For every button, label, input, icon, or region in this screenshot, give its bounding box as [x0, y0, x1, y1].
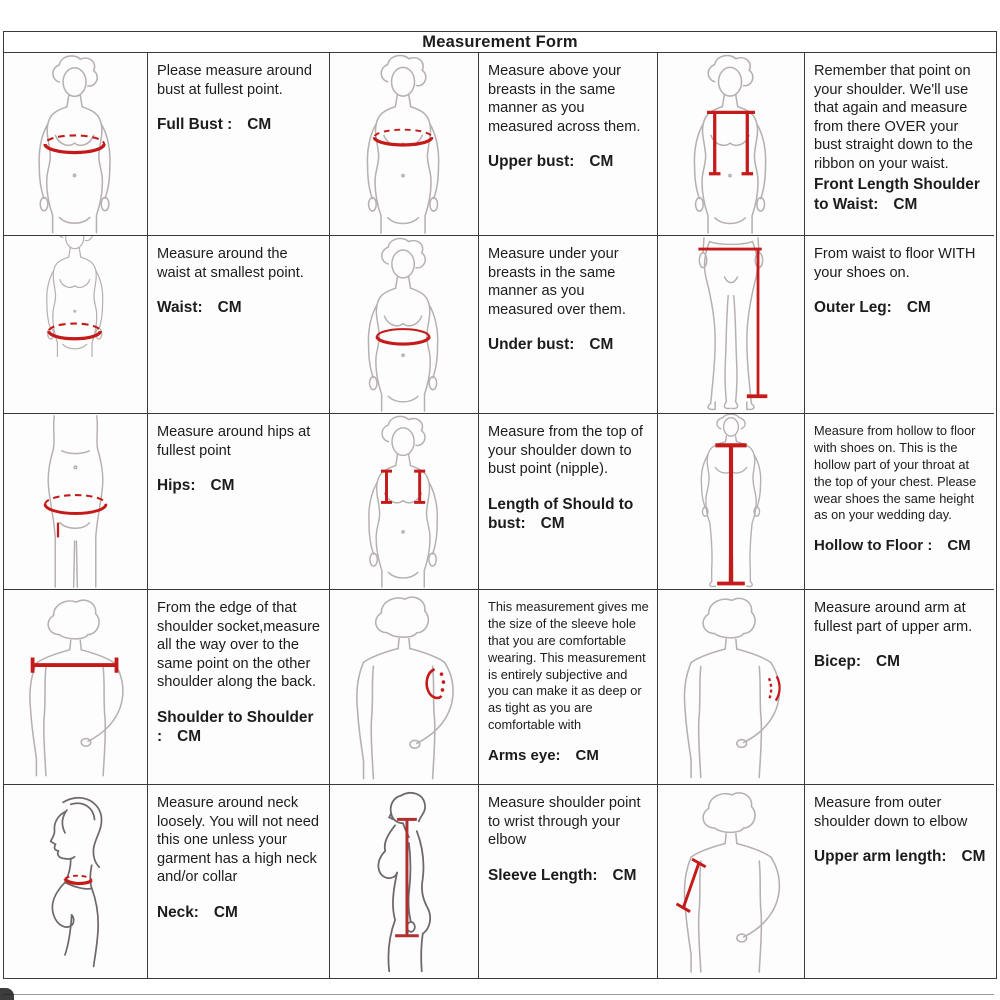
woman-torso-icon — [4, 236, 147, 413]
sleeve-length-figure — [330, 785, 479, 978]
bicep-label: Bicep: CM — [814, 653, 900, 671]
under-bust-cell — [479, 236, 658, 414]
hollow-to-floor-measure-lines — [715, 445, 746, 583]
under-bust-label: Under bust: CM — [488, 336, 614, 354]
under-bust-measure-line — [377, 329, 429, 344]
waist-figure — [4, 236, 148, 414]
arms-eye-figure — [330, 590, 479, 785]
woman-front-torso-icon — [330, 236, 478, 413]
shoulder-to-shoulder-figure — [4, 590, 148, 785]
shoulder-to-shoulder-label: Shoulder to Shoulder : CM — [157, 708, 314, 746]
waist-label: Waist: CM — [157, 299, 242, 317]
waist-measure-line — [49, 324, 100, 339]
front-length-cell — [805, 53, 994, 236]
arms-eye-label: Arms eye: CM — [488, 747, 599, 765]
shoulder-to-bust-figure — [330, 414, 479, 590]
upper-arm-length-figure — [658, 785, 805, 978]
woman-front-torso-icon — [330, 53, 478, 235]
bicep-description: Measure around arm at fullest part of upper arm. — [814, 600, 973, 635]
sleeve-length-measure-line — [395, 819, 419, 935]
neck-label: Neck: CM — [157, 903, 238, 921]
upper-arm-measure-line — [676, 859, 705, 912]
hollow-to-floor-label: Hollow to Floor : CM — [814, 537, 971, 555]
woman-front-torso-icon — [4, 53, 147, 235]
bicep-measure-line — [769, 676, 780, 700]
full-bust-description: Please measure around bust at fullest point. — [157, 63, 312, 98]
neck-figure — [4, 785, 148, 978]
bicep-cell — [805, 590, 994, 785]
shoulder-to-bust-cell — [479, 414, 658, 590]
hips-cell — [148, 414, 330, 590]
shoulder-to-bust-description: Measure from the top of your shoulder down to bust point (nipple). — [488, 424, 643, 478]
woman-side-arm-icon — [658, 590, 804, 784]
front-length-label: Front Length Shoulder to Waist: CM — [814, 176, 980, 213]
upper-arm-length-description: Measure from outer shoulder down to elbow — [814, 795, 968, 830]
upper-bust-label: Upper bust: CM — [488, 153, 614, 171]
woman-full-body-icon — [658, 414, 804, 589]
measurement-form-table — [3, 31, 997, 979]
waist-description: Measure around the waist at smallest point. — [157, 246, 304, 281]
upper-arm-length-cell — [805, 785, 994, 978]
front-length-description: Remember that point on your shoulder. We'll use that again and measure from there OVER your bust straight down to the ribbon on your waist. — [814, 63, 974, 172]
shoulder-to-bust-label: Length of Should to bust: CM — [488, 495, 634, 533]
woman-side-body-icon — [330, 785, 478, 978]
sleeve-length-description: Measure shoulder point to wrist through your elbow — [488, 795, 641, 849]
under-bust-figure — [330, 236, 479, 414]
scan-artifact-smudge — [0, 988, 14, 1000]
woman-back-icon — [4, 590, 147, 784]
shoulder-to-bust-measure-lines — [381, 471, 425, 502]
woman-back-icon — [330, 590, 478, 784]
woman-front-body-icon — [658, 53, 804, 235]
hips-label: Hips: CM — [157, 477, 235, 495]
front-length-shoulder-to-waist-figure — [658, 53, 805, 236]
shoulder-to-shoulder-description: From the edge of that shoulder socket,measure all the way over to the same point on the other shoulder along the back. — [157, 600, 321, 691]
waist-cell — [148, 236, 330, 414]
neck-description: Measure around neck loosely. You will not need this one unless your garment has a high neck and/or collar — [157, 795, 319, 886]
outer-leg-cell — [805, 236, 994, 414]
arms-eye-description: This measurement gives me the size of the sleeve hole that you are comfortable wearing. This measurement is entirely subjective and you can make it as deep or as tight as you are comfortable with — [488, 599, 649, 733]
shoulder-to-shoulder-cell — [148, 590, 330, 785]
woman-legs-back-icon — [658, 236, 804, 413]
sleeve-length-label: Sleeve Length: CM — [488, 866, 637, 884]
woman-hips-icon — [4, 414, 147, 589]
neck-cell — [148, 785, 330, 978]
upper-bust-description: Measure above your breasts in the same manner as you measured across them. — [488, 63, 641, 135]
hollow-to-floor-cell — [805, 414, 994, 590]
hollow-to-floor-figure — [658, 414, 805, 590]
sleeve-length-cell — [479, 785, 658, 978]
scan-artifact-line — [3, 994, 994, 995]
outer-leg-measure-lines — [698, 249, 767, 396]
outer-leg-description: From waist to floor WITH your shoes on. — [814, 246, 976, 281]
measurement-grid — [4, 53, 996, 978]
hips-figure — [4, 414, 148, 590]
full-bust-cell — [148, 53, 330, 236]
under-bust-description: Measure under your breasts in the same manner as you measured over them. — [488, 246, 626, 318]
hips-description: Measure around hips at fullest point — [157, 424, 311, 459]
outer-leg-figure — [658, 236, 805, 414]
hollow-to-floor-description: Measure from hollow to floor with shoes on. This is the hollow part of your throat at the top of your chest. Please wear shoes the same height as on your wedding day. — [814, 423, 977, 523]
neck-measure-line — [65, 876, 92, 884]
upper-bust-cell — [479, 53, 658, 236]
full-bust-label: Full Bust : CM — [157, 116, 272, 134]
outer-leg-label: Outer Leg: CM — [814, 299, 931, 317]
upper-bust-figure — [330, 53, 479, 236]
woman-back-icon — [658, 785, 804, 978]
woman-profile-icon — [4, 785, 147, 978]
bicep-figure — [658, 590, 805, 785]
upper-arm-length-label: Upper arm length: CM — [814, 848, 986, 866]
arms-eye-measure-line — [427, 669, 446, 698]
woman-front-torso-icon — [330, 414, 478, 589]
arms-eye-cell — [479, 590, 658, 785]
form-title: Measurement Form — [4, 32, 996, 53]
full-bust-figure — [4, 53, 148, 236]
